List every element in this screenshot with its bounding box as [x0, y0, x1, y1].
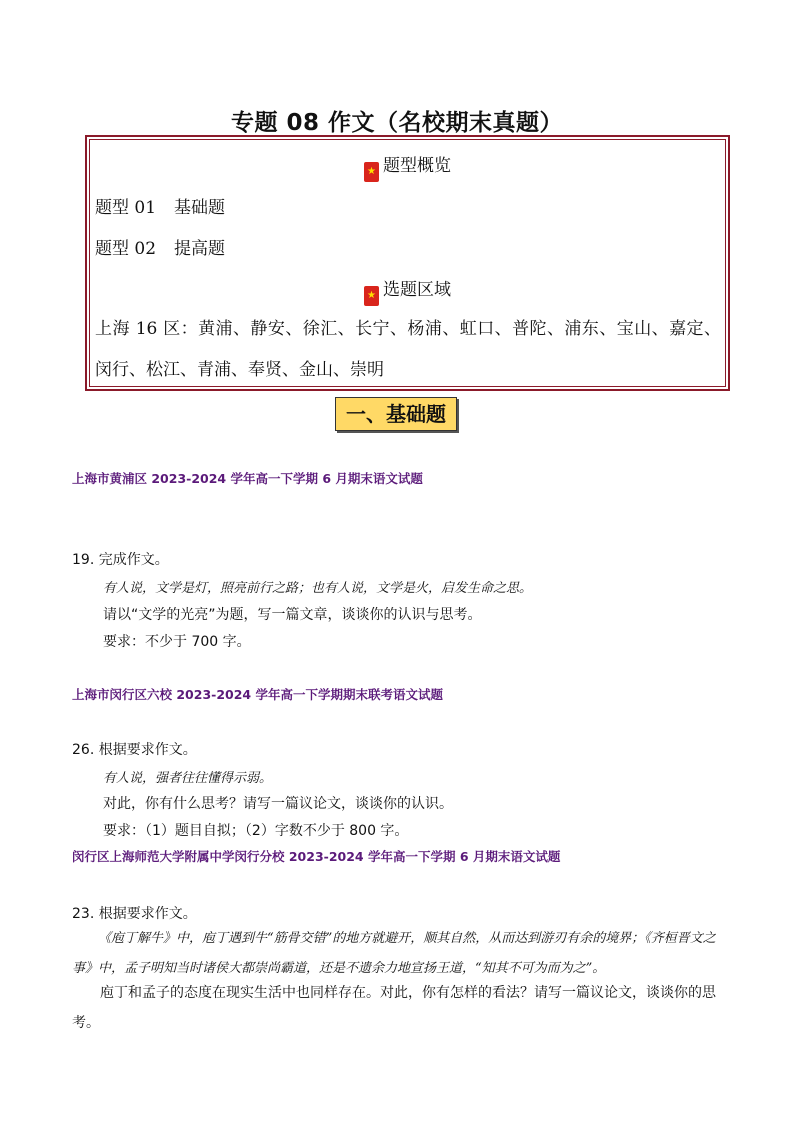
question-prompt: 庖丁和孟子的态度在现实生活中也同样存在。对此，你有怎样的看法？请写一篇议论文，谈谈你的思考。 — [72, 985, 716, 1031]
type-item-2 — [95, 234, 225, 259]
flag-book-icon: ★ — [364, 162, 379, 182]
type-name: 基础题 — [174, 198, 226, 218]
question-number: 23. 根据要求作文。 — [72, 906, 197, 922]
question-requirement: 要求：不少于 700 字。 — [103, 634, 251, 650]
overview-box — [85, 135, 730, 391]
section-title: 一、基础题 — [335, 397, 457, 431]
question-source: 上海市黄浦区 2023-2024 学年高一下学期 6 月期末语文试题 — [72, 471, 423, 486]
page-title: 专题 08 作文（名校期末真题） — [230, 110, 564, 136]
type-code: 题型 01 — [95, 198, 157, 218]
type-item-1 — [95, 193, 225, 218]
question-source: 上海市闵行区六校 2023-2024 学年高一下学期期末联考语文试题 — [72, 687, 443, 702]
question-quote: 有人说，强者往往懂得示弱。 — [103, 771, 273, 786]
question-number: 19. 完成作文。 — [72, 552, 169, 568]
region-heading — [87, 275, 728, 306]
question-quote: 有人说，文学是灯，照亮前行之路；也有人说，文学是火，启发生命之思。 — [103, 581, 533, 596]
question-quote: 《庖丁解牛》中，庖丁遇到牛“筋骨交错”的地方就避开，顺其自然，从而达到游刃有余的境界；《齐桓晋文之事》中，孟子明知当时诸侯大都崇尚霸道，还是不遗余力地宣扬王道，“知其不可为而为之”。 — [72, 931, 716, 976]
question-prompt: 对此，你有什么思考？请写一篇议论文，谈谈你的认识。 — [103, 796, 453, 812]
type-code: 题型 02 — [95, 239, 157, 259]
flag-book-icon: ★ — [364, 286, 379, 306]
question-prompt: 请以“文学的光亮”为题，写一篇文章，谈谈你的认识与思考。 — [103, 607, 482, 623]
district-list: 上海 16 区：黄浦、静安、徐汇、长宁、杨浦、虹口、普陀、浦东、宝山、嘉定、闵行、松江、青浦、奉贤、金山、崇明 — [95, 319, 721, 380]
region-heading-text: 选题区域 — [383, 280, 451, 300]
question-requirement: 要求：（1）题目自拟；（2）字数不少于 800 字。 — [103, 823, 409, 839]
question-number: 26. 根据要求作文。 — [72, 742, 197, 758]
overview-heading-text: 题型概览 — [383, 156, 451, 176]
type-name: 提高题 — [174, 239, 226, 259]
question-source: 闵行区上海师范大学附属中学闵行分校 2023-2024 学年高一下学期 6 月期末语文试题 — [72, 849, 561, 864]
overview-heading — [87, 151, 728, 182]
